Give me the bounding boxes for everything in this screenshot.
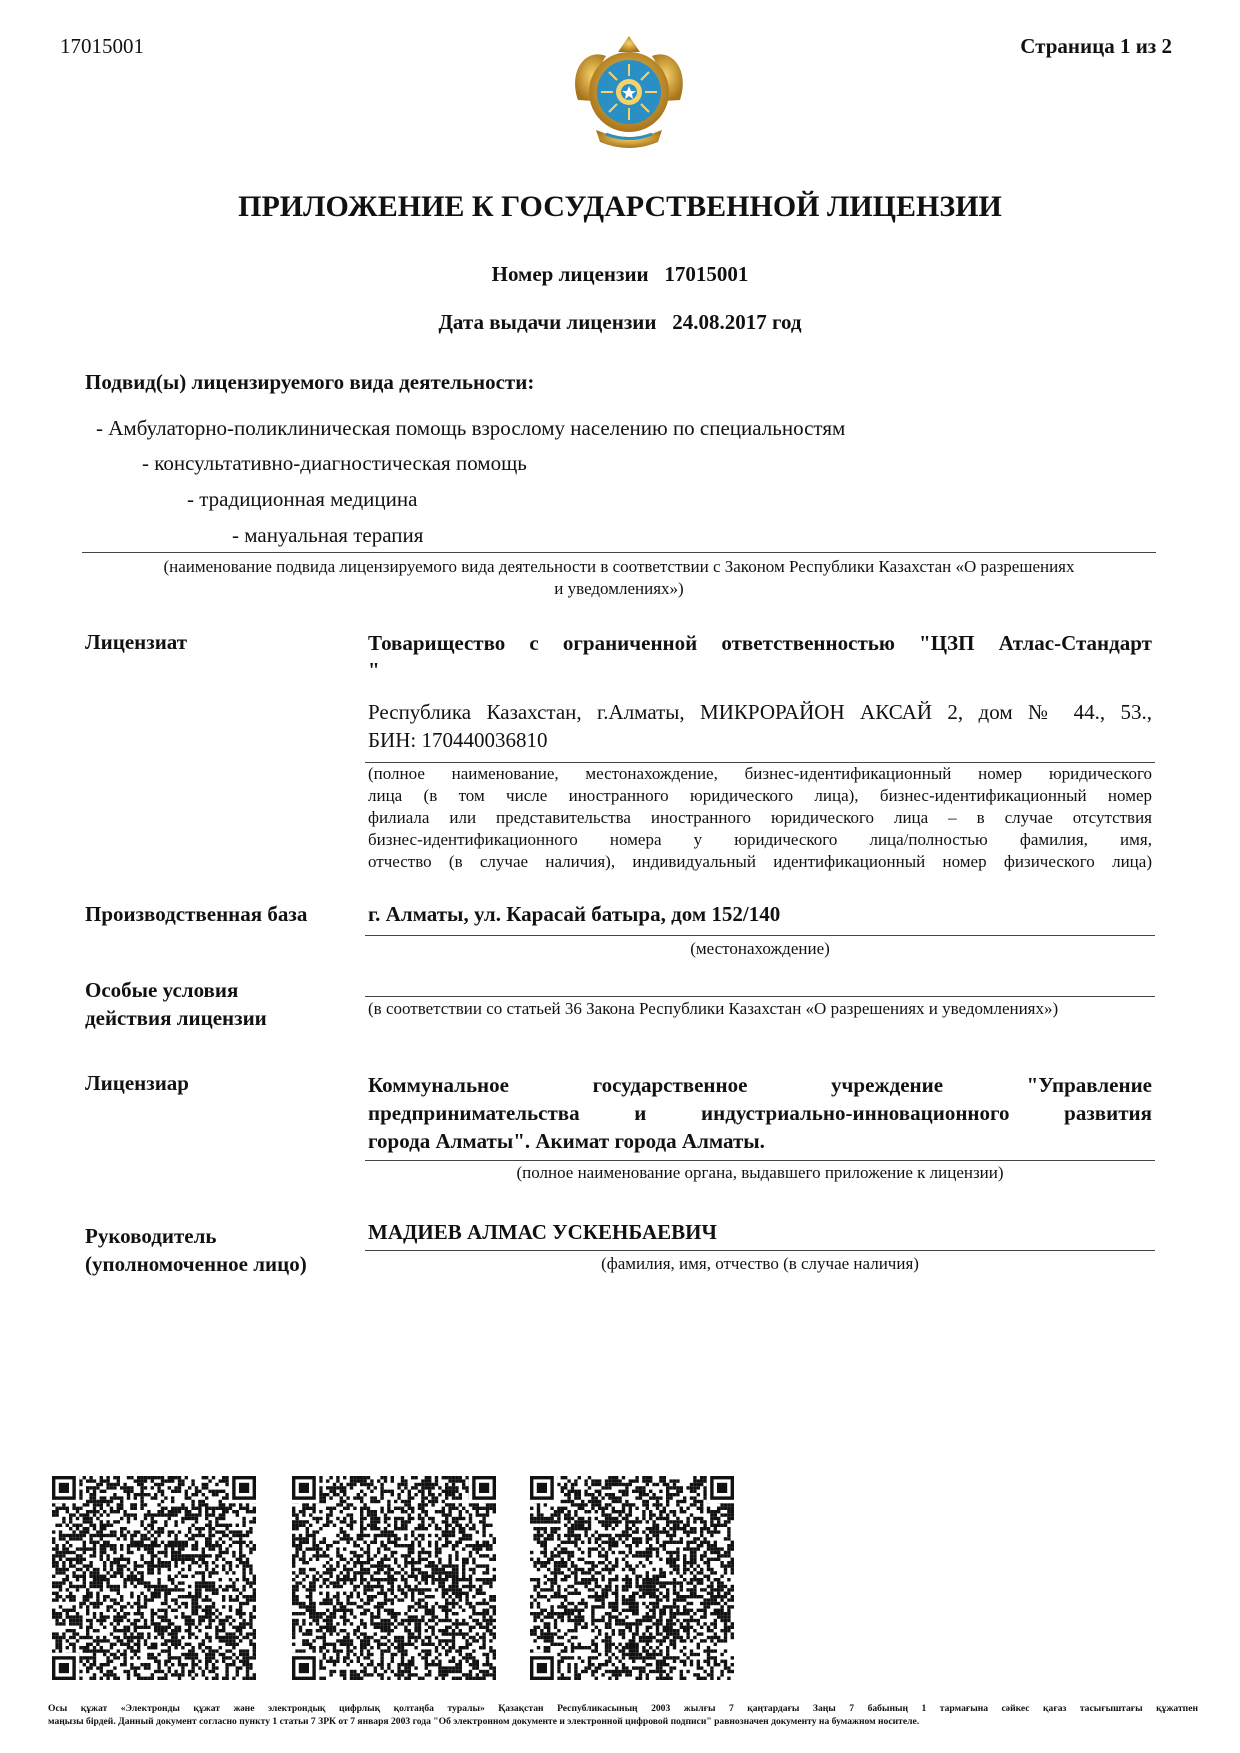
subtype-item: - традиционная медицина <box>187 487 418 511</box>
production-base-value: г. Алматы, ул. Карасай батыра, дом 152/140 <box>368 902 781 926</box>
subtype-item: - Амбулаторно-поликлиническая помощь взрослому населению по специальностям <box>96 416 846 440</box>
footer-legal-note: Осы құжат «Электронды құжат және электрондық цифрлық қолтаңба туралы» Қазақстан Республикасының 2003 жылғы 7 қаңтардағы Заңы 7 бабының 1 тармағына сәйкес қағаз тасығыштағы құжатпен маңызы бірдей. Данный документ согласно пункту 1 статьи 7 ЗРК от 7 января 2003 года "Об электронном документе и электронной цифровой подписи" равнозначен документу на бумажном носителе. <box>48 1703 1198 1727</box>
licensor-note: (полное наименование органа, выдавшего приложение к лицензии) <box>516 1163 1004 1182</box>
subtype-item: - мануальная терапия <box>232 523 424 547</box>
head-label: Руководитель (уполномоченное лицо) <box>85 1224 307 1276</box>
licensee-name: Товарищество с ограниченной ответственностью "ЦЗП Атлас-Стандарт " <box>368 631 1152 682</box>
head-note: (фамилия, имя, отчество (в случае наличия) <box>601 1254 919 1273</box>
licensee-address: Республика Казахстан, г.Алматы, МИКРОРАЙОН АКСАЙ 2, дом № 44., 53., БИН: 170440036810 <box>368 700 1152 752</box>
licensee-note: (полное наименование, местонахождение, бизнес-идентификационный номер юридического лица (в том числе иностранного юридического лица), бизнес-идентификационный номер филиала или представительства иностранного юридического лица – в случае отсутствия бизнес-идентификационного номера у юридического лица/полностью фамилия, имя, отчество (в случае наличия), индивидуальный идентификационный номер физического лица) <box>368 764 1152 871</box>
page-indicator: Страница 1 из 2 <box>1020 34 1172 58</box>
license-number-label: Номер лицензии <box>491 262 649 286</box>
license-date-row <box>0 310 1240 335</box>
divider <box>365 1250 1155 1251</box>
document-number: 17015001 <box>60 34 144 58</box>
page-title: ПРИЛОЖЕНИЕ К ГОСУДАРСТВЕННОЙ ЛИЦЕНЗИИ <box>238 190 1002 223</box>
licensee-label: Лицензиат <box>85 630 188 654</box>
qr-code-icon <box>530 1476 734 1680</box>
subtypes-heading: Подвид(ы) лицензируемого вида деятельности: <box>85 370 535 394</box>
head-name: МАДИЕВ АЛМАС УСКЕНБАЕВИЧ <box>368 1220 717 1244</box>
special-conditions-label: Особые условия действия лицензии <box>85 978 267 1030</box>
qr-code-icon <box>292 1476 496 1680</box>
license-date-label: Дата выдачи лицензии <box>438 310 657 334</box>
licensor-label: Лицензиар <box>85 1071 189 1095</box>
license-number-value: 17015001 <box>664 262 749 286</box>
divider <box>365 935 1155 936</box>
production-base-label: Производственная база <box>85 902 308 926</box>
qr-code-icon <box>52 1476 256 1680</box>
special-conditions-note: (в соответствии со статьей 36 Закона Республики Казахстан «О разрешениях и уведомлениях») <box>368 999 1059 1018</box>
subtypes-note: (наименование подвида лицензируемого вида деятельности в соответствии с Законом Республики Казахстан «О разрешениях и уведомлениях») <box>163 557 1075 598</box>
divider <box>82 552 1156 553</box>
divider <box>365 996 1155 997</box>
divider <box>365 1160 1155 1161</box>
license-date-value: 24.08.2017 год <box>672 310 802 334</box>
licensor-value: Коммунальное государственное учреждение "Управление предпринимательства и индустриально-инновационного развития города Алматы". Акимат города Алматы. <box>368 1073 1152 1153</box>
subtype-item: - консультативно-диагностическая помощь <box>142 451 527 475</box>
license-number-row <box>0 262 1240 287</box>
state-emblem-icon <box>566 30 692 156</box>
production-base-note: (местонахождение) <box>690 939 830 958</box>
